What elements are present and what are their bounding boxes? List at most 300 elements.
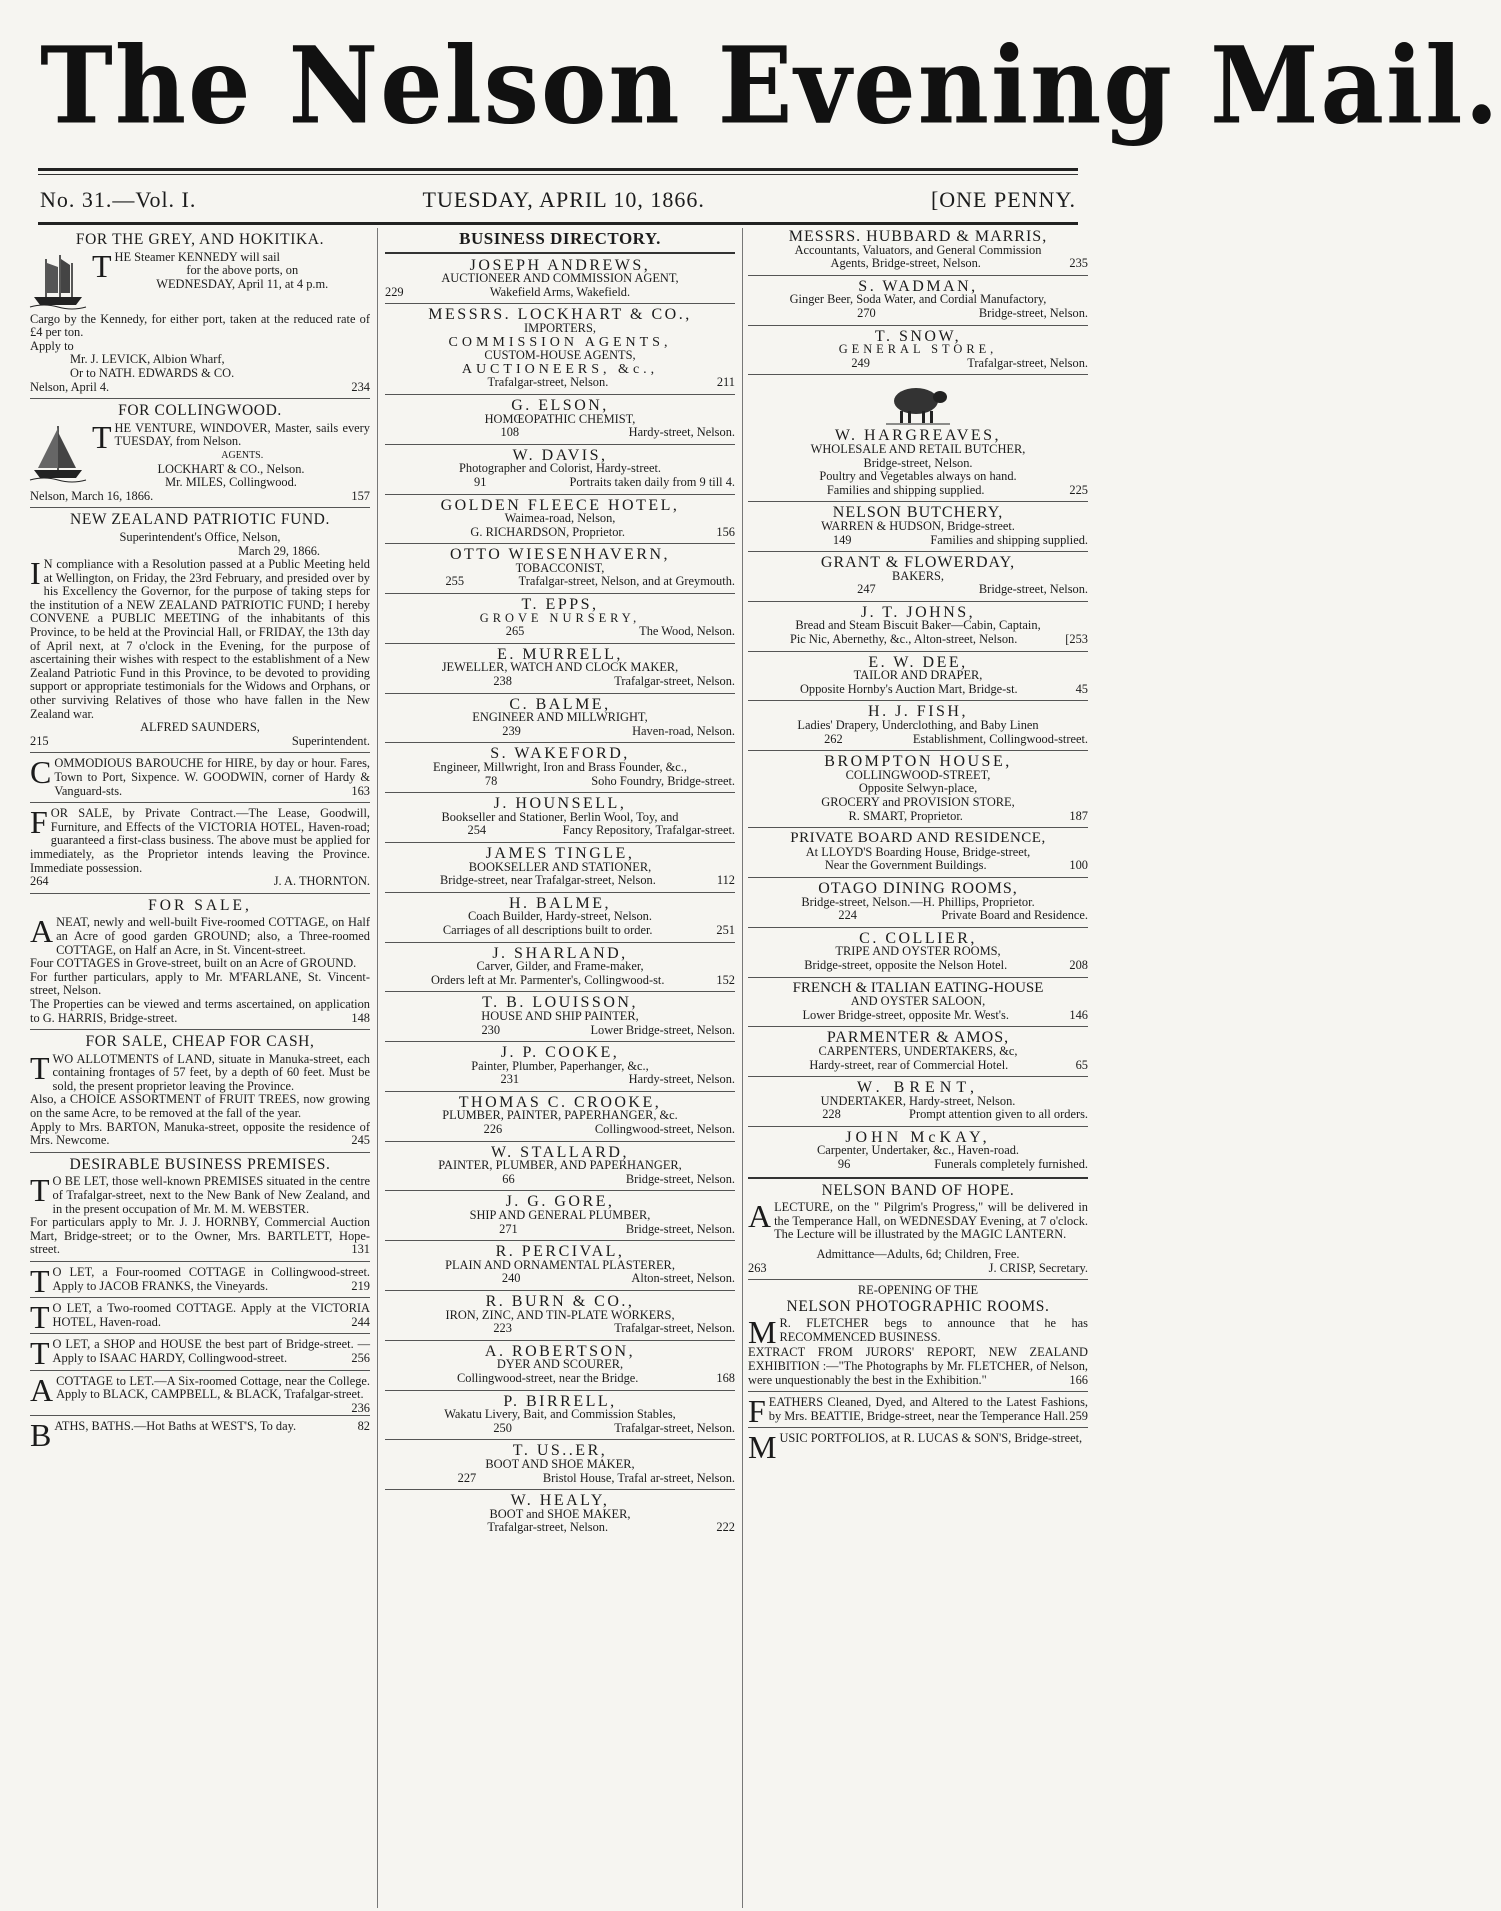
- ad-number: 263: [748, 1260, 767, 1275]
- listing-line: Bridge-street, Nelson.: [863, 455, 973, 470]
- ad-text: O BE LET, those well-known PREMISES situated in the centre of Trafalgar-street, next to the New Bank of New Zealand, and in the present occupation of Mr. M. M. WEBSTER.: [52, 1174, 370, 1216]
- ad-text: EATHERS Cleaned, Dyed, and Altered to the Latest Fashions, by Mrs. BEATTIE, Bridge-street, near the Temperance Hall.: [768, 1395, 1088, 1423]
- issue-date: TUESDAY, APRIL 10, 1866.: [422, 187, 705, 212]
- listing-name: T. EPPS,: [521, 596, 599, 614]
- listing-name: J. G. GORE,: [505, 1193, 615, 1211]
- listing-name: JOHN McKAY,: [845, 1128, 991, 1146]
- ad-text: NEAT, newly and well-built Five-roomed COTTAGE, on Half an Acre of good garden GROUND; also, a Three-roomed COTTAGE, on Half an Acre, in St. Vincent-street.: [56, 915, 370, 957]
- ad-text: Mr. MILES, Collingwood.: [165, 475, 297, 490]
- dropcap: T: [92, 247, 112, 284]
- listing-number: 255: [445, 574, 465, 589]
- listing-name: PARMENTER & AMOS,: [826, 1029, 1010, 1047]
- column-rule-1: [377, 228, 378, 1908]
- listing-number: 146: [1069, 1007, 1088, 1022]
- ad-text: Superintendent's Office, Nelson,: [119, 529, 281, 544]
- listing-name: J. SHARLAND,: [492, 944, 628, 962]
- ad-to-let-1: [30, 1263, 370, 1299]
- listing-name: C. BALME,: [509, 695, 611, 713]
- ad-patriotic-fund: [30, 513, 370, 748]
- listing-line: TAILOR AND DRAPER,: [853, 668, 983, 683]
- listing-line: BOOKSELLER AND STATIONER,: [468, 859, 652, 874]
- dropcap: T: [92, 418, 112, 455]
- column-3: [748, 228, 1088, 1908]
- listing-line: Wakefield Arms, Wakefield.: [489, 284, 631, 299]
- listing-line: Ladies' Drapery, Underclothing, and Baby Linen: [797, 718, 1039, 733]
- ad-number: 163: [351, 783, 370, 798]
- ad-number: 82: [357, 1419, 370, 1434]
- listing-line: Lower Bridge-street, opposite Mr. West's.: [802, 1007, 1009, 1022]
- listing-line: ENGINEER AND MILLWRIGHT,: [472, 710, 648, 725]
- ad-text: OR SALE, by Private Contract.—The Lease, Goodwill, Furniture, and Effects of the VICTORIA HOTEL, Haven-road; guaranteed a first-class business. The above must be applied for immediately, as the Proprietor intends leaving the Province. Immediate possession.: [30, 806, 370, 875]
- listing-line: DYER AND SCOURER,: [496, 1357, 624, 1372]
- listing-number: 225: [1069, 482, 1088, 497]
- directory-heading: BUSINESS DIRECTORY.: [459, 229, 661, 248]
- ad-date: March 29, 1866.: [238, 543, 320, 558]
- ad-text: WO ALLOTMENTS of LAND, situate in Manuka-street, each containing frontages of 57 feet, by a depth of 60 feet. Must be sold, the present proprietor leaving the Province.: [52, 1051, 370, 1093]
- issue-price: [ONE PENNY.: [930, 187, 1076, 212]
- ad-number: 157: [351, 488, 370, 503]
- listing-number: 226: [483, 1122, 503, 1137]
- dropcap: A: [30, 913, 54, 950]
- ad-text: Four COTTAGES in Grove-street, built on an Acre of GROUND.: [30, 956, 357, 971]
- listing-line: GROCERY and PROVISION STORE,: [821, 795, 1015, 809]
- listing-line: Bridge-street, Nelson.: [625, 1221, 735, 1236]
- ad-number: 148: [351, 1010, 370, 1025]
- listing-name: T. B. LOUISSON,: [482, 994, 638, 1012]
- ad-text: The Properties can be viewed and terms ascertained, on application to G. HARRIS, Bridge-street.: [30, 996, 370, 1025]
- listing-line: Bookseller and Stationer, Berlin Wool, Toy, and: [441, 809, 679, 824]
- listing-line: Accountants, Valuators, and General Commission: [794, 242, 1042, 257]
- ad-text: for the above ports, on: [186, 263, 299, 278]
- listing-burn: [385, 1295, 735, 1336]
- ad-number: 245: [351, 1133, 370, 1148]
- ad-for-sale: [30, 896, 370, 1025]
- listing-line: Hardy-street, rear of Commercial Hotel.: [809, 1057, 1009, 1072]
- listing-hubbard: [748, 230, 1088, 271]
- dropcap: M: [748, 1314, 777, 1351]
- ad-music-portfolios: [748, 1429, 1088, 1466]
- listing-line: Bridge-street, Nelson.: [625, 1171, 735, 1186]
- sheep-icon: [886, 381, 950, 425]
- listing-line: Trafalgar-street, Nelson.: [967, 355, 1088, 370]
- listing-line: Bridge-street, Nelson.: [978, 305, 1088, 320]
- listing-name: A. ROBERTSON,: [484, 1342, 636, 1360]
- ad-number: 234: [351, 379, 370, 394]
- listing-name: OTAGO DINING ROOMS,: [818, 879, 1018, 897]
- listing-number: 78: [484, 773, 498, 788]
- listing-epps: [385, 598, 735, 639]
- listing-name: H. BALME,: [508, 894, 612, 912]
- dropcap: T: [30, 1172, 50, 1209]
- listing-mckay: [748, 1128, 1088, 1172]
- listing-line: Agents, Bridge-street, Nelson.: [830, 256, 981, 271]
- listing-name: S. WADMAN,: [858, 277, 978, 295]
- listing-line: Families and shipping supplied.: [930, 532, 1088, 547]
- dropcap: C: [30, 754, 52, 791]
- listing-line: WHOLESALE AND RETAIL BUTCHER,: [810, 441, 1026, 456]
- dropcap: F: [748, 1393, 766, 1430]
- listing-line: Funerals completely furnished.: [934, 1157, 1088, 1172]
- listing-line: PAINTER, PLUMBER, AND PAPERHANGER,: [438, 1158, 682, 1173]
- listing-sharland: [385, 944, 735, 988]
- ad-collingwood: [30, 404, 370, 503]
- ad-text: O LET, a Two-roomed COTTAGE. Apply at the VICTORIA HOTEL, Haven-road.: [52, 1301, 370, 1329]
- listing-name: GOLDEN FLEECE HOTEL,: [440, 496, 680, 514]
- listing-name: P. BIRRELL,: [503, 1392, 617, 1410]
- listing-name: T. US..ER,: [512, 1442, 608, 1460]
- listing-snow: [748, 327, 1088, 371]
- listing-name: W. BRENT,: [857, 1079, 979, 1097]
- listing-line: Wakatu Livery, Bait, and Commission Stables,: [444, 1407, 676, 1422]
- ad-number: 166: [1069, 1372, 1088, 1387]
- ad-heading: NELSON PHOTOGRAPHIC ROOMS.: [786, 1297, 1050, 1315]
- ad-cottage: [30, 1371, 370, 1415]
- listing-cooke: [385, 1046, 735, 1087]
- listing-line: AUCTIONEER AND COMMISSION AGENT,: [441, 271, 679, 286]
- listing-name: H. J. FISH,: [868, 703, 968, 721]
- listing-name: E. W. DEE,: [868, 653, 968, 671]
- listing-line: BOOT and SHOE MAKER,: [489, 1506, 631, 1521]
- ad-signer: J. A. THORNTON.: [273, 874, 370, 889]
- listing-wadman: [748, 277, 1088, 321]
- ad-victoria-hotel: [30, 804, 370, 889]
- ad-text: LECTURE, on the " Pilgrim's Progress," will be delivered in the Temperance Hall, on WEDNESDAY Evening, at 7 o'clock. The Lecture will be illustrated by the MAGIC LANTERN.: [774, 1200, 1088, 1242]
- listing-line: TOBACCONIST,: [515, 560, 605, 575]
- listing-line: Trafalgar-street, Nelson.: [487, 1520, 609, 1535]
- dropcap: I: [30, 555, 41, 592]
- ad-text: HE VENTURE, WINDOVER, Master, sails every TUESDAY, from Nelson.: [114, 420, 370, 449]
- ad-text: AGENTS.: [221, 449, 264, 461]
- ad-to-let-3: [30, 1335, 370, 1372]
- listing-line: Alton-street, Nelson.: [631, 1271, 735, 1286]
- dateline-rule: [38, 222, 1078, 225]
- listing-crooke: [385, 1093, 735, 1137]
- ad-heading: RE-OPENING OF THE: [857, 1283, 979, 1298]
- listing-number: 265: [505, 624, 525, 639]
- masthead-rule-thin: [38, 174, 1078, 175]
- listing-line: GROVE NURSERY,: [479, 610, 641, 625]
- ad-text: ATHS, BATHS.—Hot Baths at WEST'S, To day.: [54, 1419, 297, 1434]
- listing-line: Opposite Hornby's Auction Mart, Bridge-st.: [799, 681, 1018, 696]
- listing-line: COLLINGWOOD-STREET,: [845, 767, 991, 782]
- listing-line: IRON, ZINC, AND TIN-PLATE WORKERS,: [445, 1307, 675, 1322]
- ad-signer: J. CRISP, Secretary.: [988, 1260, 1088, 1275]
- listing-brent: [748, 1081, 1088, 1122]
- listing-otto: [385, 548, 735, 589]
- listing-number: 238: [493, 674, 512, 689]
- listing-h-balme: [385, 894, 735, 938]
- ad-text: R. FLETCHER begs to announce that he has RECOMMENCED BUSINESS.: [779, 1316, 1088, 1344]
- listing-line: Painter, Plumber, Paperhanger, &c.,: [471, 1058, 649, 1073]
- ad-baths: [30, 1417, 370, 1454]
- listing-line: SHIP AND GENERAL PLUMBER,: [469, 1208, 651, 1223]
- ad-barouche: [30, 754, 370, 798]
- listing-number: 208: [1069, 957, 1088, 972]
- listing-name: G. ELSON,: [511, 396, 609, 414]
- listing-line: Trafalgar-street, Nelson.: [614, 1420, 735, 1435]
- ad-text: USIC PORTFOLIOS, at R. LUCAS & SON'S, Bridge-street,: [779, 1431, 1083, 1446]
- listing-gore: [385, 1195, 735, 1236]
- listing-number: 187: [1069, 808, 1088, 823]
- ad-number: 219: [351, 1278, 370, 1293]
- listing-line: Opposite Selwyn-place,: [858, 781, 978, 796]
- dateline: [40, 182, 1076, 218]
- listing-usher: [385, 1444, 735, 1485]
- listing-number: 240: [501, 1271, 521, 1286]
- listing-line: Collingwood-street, Nelson.: [594, 1122, 735, 1137]
- listing-number: 149: [832, 532, 852, 547]
- masthead-rule: [38, 168, 1078, 171]
- listing-davis: [385, 446, 735, 490]
- listing-line: UNDERTAKER, Hardy-street, Nelson.: [820, 1093, 1016, 1108]
- listing-murrell: [385, 645, 735, 689]
- ad-heading: FOR SALE,: [148, 896, 252, 914]
- listing-number: 249: [851, 355, 870, 370]
- ad-number: 244: [351, 1314, 370, 1329]
- ad-heading: NELSON BAND OF HOPE.: [821, 1181, 1015, 1199]
- ad-heading: FOR COLLINGWOOD.: [118, 402, 282, 420]
- ad-text: Apply to Mrs. BARTON, Manuka-street, opposite the residence of Mrs. Newcome.: [30, 1119, 370, 1148]
- listing-line: R. SMART, Proprietor.: [848, 808, 963, 823]
- listing-name: W. DAVIS,: [512, 446, 608, 464]
- listing-louisson: [385, 996, 735, 1037]
- ship-icon: [30, 424, 86, 484]
- listing-name: MESSRS. HUBBARD & MARRIS,: [788, 228, 1048, 245]
- ad-text: Admittance—Adults, 6d; Children, Free.: [816, 1247, 1020, 1262]
- listing-line: Prompt attention given to all orders.: [909, 1107, 1088, 1122]
- column-rule-2: [742, 228, 743, 1908]
- dropcap: T: [30, 1263, 50, 1299]
- listing-line: Collingwood-street, near the Bridge.: [457, 1370, 639, 1385]
- ad-text: WEDNESDAY, April 11, at 4 p.m.: [156, 276, 329, 291]
- listing-number: 45: [1075, 681, 1088, 696]
- ad-number: 215: [30, 733, 49, 748]
- listing-line: Bridge-street, Nelson.: [978, 582, 1088, 597]
- listing-line: BOOT AND SHOE MAKER,: [485, 1456, 635, 1471]
- listing-line: Carver, Gilder, and Frame-maker,: [476, 959, 644, 974]
- dropcap: A: [30, 1371, 54, 1408]
- listing-nelson-butchery: [748, 506, 1088, 547]
- listing-percival: [385, 1245, 735, 1286]
- listing-line: Portraits taken daily from 9 till 4.: [569, 474, 735, 489]
- listing-name: W. HEALY,: [510, 1492, 610, 1510]
- listing-lockhart: [385, 308, 735, 390]
- listing-line: Pic Nic, Abernethy, &c., Alton-street, Nelson.: [789, 632, 1018, 647]
- listing-line: Near the Government Buildings.: [824, 858, 987, 873]
- listing-line: BAKERS,: [892, 568, 944, 583]
- listing-number: [253: [1065, 632, 1088, 647]
- listing-wakeford: [385, 747, 735, 788]
- ad-text: O LET, a SHOP and HOUSE the best part of Bridge-street. — Apply to ISAAC HARDY, Collingwood-street.: [52, 1337, 370, 1365]
- ad-text: Cargo by the Kennedy, for either port, taken at the reduced rate of £4 per ton.: [30, 311, 370, 340]
- listing-number: 231: [500, 1072, 520, 1087]
- ad-to-let-2: [30, 1299, 370, 1336]
- listing-number: 224: [838, 908, 857, 923]
- listing-line: Bristol House, Trafal ar-street, Nelson.: [542, 1470, 735, 1485]
- listing-line: Hardy-street, Nelson.: [628, 425, 735, 440]
- listing-number: 112: [716, 873, 735, 888]
- ad-number: 259: [1069, 1408, 1088, 1423]
- ad-photographic-rooms: [748, 1284, 1088, 1387]
- listing-line: Coach Builder, Hardy-street, Nelson.: [468, 909, 652, 924]
- listing-name: J. P. COOKE,: [500, 1044, 620, 1062]
- listing-name: S. WAKEFORD,: [490, 745, 630, 763]
- listing-line: Families and shipping supplied.: [826, 482, 985, 497]
- dropcap: T: [30, 1299, 50, 1336]
- listing-collier: [748, 929, 1088, 973]
- listing-name: MESSRS. LOCKHART & CO.,: [428, 306, 692, 324]
- listing-number: 100: [1069, 858, 1088, 873]
- column-2-business-directory: [385, 228, 735, 1908]
- listing-name: THOMAS C. CROOKE,: [458, 1093, 662, 1111]
- listing-number: 66: [502, 1171, 515, 1186]
- listing-line: HOMŒOPATHIC CHEMIST,: [484, 411, 636, 426]
- listing-name: T. SNOW,: [874, 327, 962, 345]
- listing-name: J. HOUNSELL,: [493, 795, 627, 813]
- listing-number: 211: [716, 375, 735, 390]
- listing-otago: [748, 879, 1088, 923]
- ad-text: Or to NATH. EDWARDS & CO.: [70, 365, 235, 380]
- listing-name: JAMES TINGLE,: [485, 844, 635, 862]
- ad-text: For particulars apply to Mr. J. J. HORNBY, Commercial Auction Mart, Bridge-street; or to the Owner, Mrs. BARTLETT, Hope-street.: [30, 1215, 370, 1257]
- listing-line: Poultry and Vegetables always on hand.: [819, 469, 1017, 484]
- ad-band-of-hope: [748, 1181, 1088, 1276]
- listing-line: Bridge-street, opposite the Nelson Hotel.: [804, 957, 1008, 972]
- listing-name: W. HARGREAVES,: [834, 427, 1002, 445]
- listing-line: CUSTOM-HOUSE AGENTS,: [484, 348, 636, 363]
- listing-number: 223: [493, 1321, 512, 1336]
- issue-number: No. 31.—Vol. I.: [40, 187, 197, 212]
- listing-line: Trafalgar-street, Nelson.: [614, 1321, 735, 1336]
- ad-heading: FOR SALE, CHEAP FOR CASH,: [85, 1033, 315, 1051]
- listing-line: Engineer, Millwright, Iron and Brass Founder, &c.,: [432, 760, 687, 774]
- listing-number: 96: [837, 1157, 851, 1172]
- listing-number: 222: [716, 1520, 735, 1535]
- ad-text: HE Steamer KENNEDY will sail: [114, 249, 280, 264]
- listing-line: Hardy-street, Nelson.: [628, 1072, 735, 1087]
- listing-line: AUCTIONEERS, &c.,: [461, 361, 659, 377]
- ad-number: 256: [351, 1350, 370, 1365]
- listing-line: Fancy Repository, Trafalgar-street.: [562, 823, 735, 838]
- listing-number: 251: [716, 922, 735, 937]
- dropcap: M: [748, 1429, 777, 1466]
- listing-number: 91: [474, 474, 487, 489]
- listing-line: Lower Bridge-street, Nelson.: [590, 1022, 735, 1037]
- listing-line: HOUSE AND SHIP PAINTER,: [481, 1008, 639, 1023]
- listing-line: Orders left at Mr. Parmenter's, Collingwood-st.: [430, 972, 665, 987]
- listing-line: GENERAL STORE,: [838, 342, 998, 357]
- listing-line: COMMISSION AGENTS,: [448, 334, 672, 350]
- listing-number: 229: [385, 284, 404, 299]
- listing-line: Haven-road, Nelson.: [632, 723, 735, 738]
- ad-text: Also, a CHOICE ASSORTMENT of FRUIT TREES, now growing on the same Acre, to be removed at the fall of the year.: [30, 1092, 370, 1121]
- listing-tingle: [385, 844, 735, 888]
- listing-line: Carpenter, Undertaker, &c., Haven-road.: [817, 1143, 1019, 1158]
- listing-name: FRENCH & ITALIAN EATING-HOUSE: [792, 979, 1044, 996]
- ad-heading: FOR THE GREY, AND HOKITIKA.: [75, 231, 325, 248]
- dropcap: T: [30, 1335, 50, 1372]
- listing-dee: [748, 653, 1088, 697]
- listing-parmenter: [748, 1031, 1088, 1072]
- listing-name: W. STALLARD,: [491, 1143, 629, 1161]
- ad-number: 131: [351, 1242, 370, 1257]
- listing-name: E. MURRELL,: [497, 645, 623, 663]
- listing-line: PLUMBER, PAINTER, PAPERHANGER, &c.: [442, 1108, 678, 1123]
- dropcap: A: [748, 1198, 772, 1235]
- listing-line: G. RICHARDSON, Proprietor.: [470, 524, 625, 539]
- listing-number: 250: [493, 1420, 512, 1435]
- listing-robertson: [385, 1342, 735, 1386]
- listing-c-balme: [385, 695, 735, 739]
- listing-line: Waimea-road, Nelson,: [504, 511, 616, 526]
- ad-text: Apply to: [30, 338, 74, 353]
- listing-golden-fleece: [385, 496, 735, 540]
- listing-line: Trafalgar-street, Nelson.: [487, 375, 609, 390]
- listing-number: 239: [502, 723, 521, 738]
- listing-birrell: [385, 1392, 735, 1436]
- listing-line: Bridge-street, near Trafalgar-street, Nelson.: [440, 873, 656, 888]
- listing-name: J. T. JOHNS,: [860, 603, 976, 621]
- ad-heading: DESIRABLE BUSINESS PREMISES.: [69, 1155, 331, 1173]
- listing-private-board: [748, 832, 1088, 873]
- ad-feathers: [748, 1393, 1088, 1430]
- listing-name: C. COLLIER,: [859, 929, 977, 947]
- listing-line: Ginger Beer, Soda Water, and Cordial Manufactory,: [789, 292, 1047, 307]
- listing-number: 230: [481, 1022, 501, 1037]
- listing-number: 271: [499, 1221, 518, 1236]
- listing-name: R. BURN & CO.,: [485, 1293, 635, 1310]
- listing-johns: [748, 603, 1088, 647]
- ad-text: Mr. J. LEVICK, Albion Wharf,: [70, 352, 225, 367]
- listing-brompton: [748, 755, 1088, 823]
- listing-number: 227: [457, 1470, 477, 1485]
- listing-line: At LLOYD'S Boarding House, Bridge-street,: [805, 844, 1031, 859]
- masthead-title: The Nelson Evening Mail.: [40, 24, 1501, 149]
- listing-french-italian: [748, 979, 1088, 1023]
- ship-icon: [30, 253, 86, 311]
- ad-signer: ALFRED SAUNDERS,: [140, 720, 260, 735]
- listing-line: Bread and Steam Biscuit Baker—Cabin, Captain,: [795, 618, 1041, 633]
- ad-cheap-for-cash: [30, 1035, 370, 1148]
- listing-line: Trafalgar-street, Nelson.: [614, 674, 735, 689]
- listing-line: Carriages of all descriptions built to order.: [442, 922, 653, 937]
- listing-number: 156: [716, 524, 735, 539]
- listing-line: Private Board and Residence.: [941, 908, 1088, 923]
- ad-text: For further particulars, apply to Mr. M'FARLANE, St. Vincent-street, Nelson.: [30, 969, 370, 998]
- listing-fish: [748, 705, 1088, 746]
- listing-number: 270: [857, 305, 876, 320]
- listing-name: NELSON BUTCHERY,: [832, 504, 1004, 522]
- listing-number: 262: [824, 731, 843, 746]
- listing-name: BROMPTON HOUSE,: [824, 753, 1012, 771]
- listing-number: 235: [1069, 256, 1088, 271]
- listing-number: 168: [716, 1370, 735, 1385]
- dropcap: F: [30, 804, 48, 841]
- listing-line: Trafalgar-street, Nelson, and at Greymouth.: [518, 574, 735, 589]
- listing-line: Establishment, Collingwood-street.: [912, 731, 1088, 746]
- listing-number: 152: [716, 972, 735, 987]
- ad-text: Superintendent.: [291, 733, 370, 748]
- listing-line: PLAIN AND ORNAMENTAL PLASTERER,: [445, 1257, 675, 1272]
- ad-date: Nelson, March 16, 1866.: [30, 488, 154, 503]
- ad-text: O LET, a Four-roomed COTTAGE in Collingwood-street. Apply to JACOB FRANKS, the Vineyards.: [52, 1265, 370, 1293]
- ad-text: LOCKHART & CO., Nelson.: [157, 461, 305, 476]
- listing-line: Photographer and Colorist, Hardy-street.: [459, 461, 661, 476]
- listing-name: OTTO WIESENHAVERN,: [449, 546, 671, 564]
- listing-line: IMPORTERS,: [524, 320, 596, 335]
- ad-business-premises: [30, 1155, 370, 1257]
- listing-number: 108: [500, 425, 520, 440]
